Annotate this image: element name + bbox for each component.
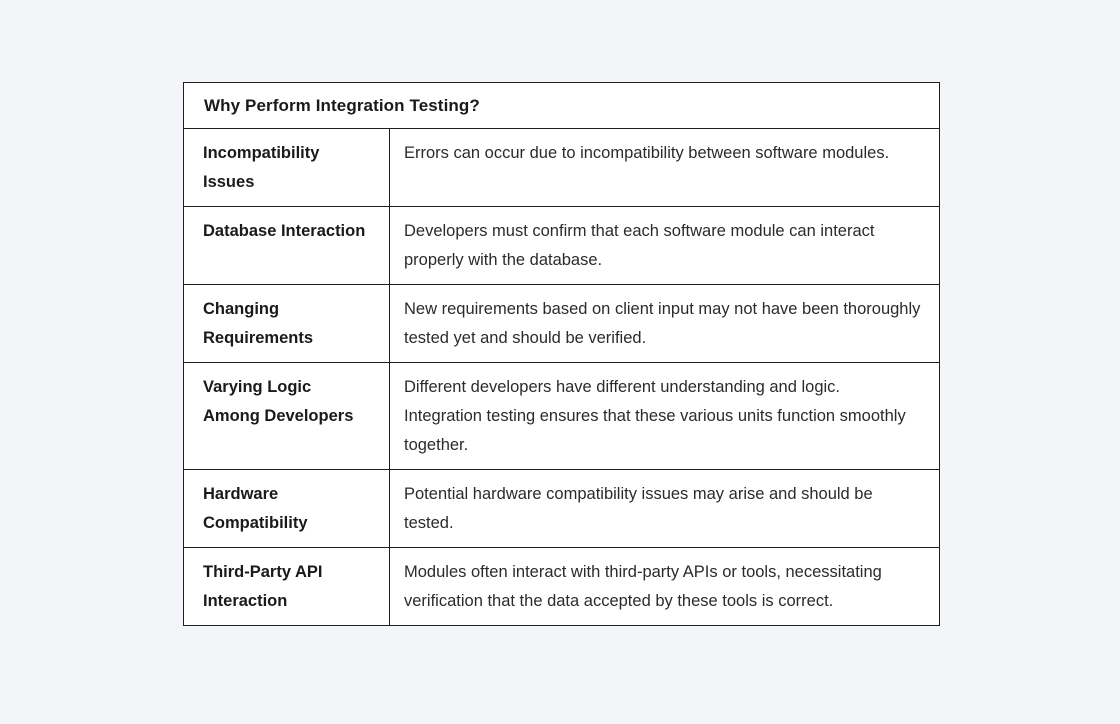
description-cell: Errors can occur due to incompatibility between software modules. [390,129,940,207]
term-cell: Hardware Compatibility [184,470,390,548]
term-cell: Incompatibility Issues [184,129,390,207]
table-title: Why Perform Integration Testing? [184,83,940,129]
term-cell: Varying Logic Among Developers [184,363,390,470]
term-cell: Database Interaction [184,207,390,285]
description-cell: New requirements based on client input may not have been thoroughly tested yet and should be verified. [390,285,940,363]
table-row [184,129,940,207]
term-cell: Third-Party API Interaction [184,548,390,626]
description-cell: Developers must confirm that each software module can interact properly with the database. [390,207,940,285]
description-cell: Different developers have different understanding and logic. Integration testing ensures that these various units function smoothly together. [390,363,940,470]
table-row [184,207,940,285]
table-row [184,470,940,548]
integration-testing-table [183,82,940,626]
table-body [184,129,940,626]
table-row [184,363,940,470]
table-row [184,285,940,363]
term-cell: Changing Requirements [184,285,390,363]
table-row [184,548,940,626]
description-cell: Modules often interact with third-party APIs or tools, necessitating verification that the data accepted by these tools is correct. [390,548,940,626]
table-header-row [184,83,940,129]
description-cell: Potential hardware compatibility issues may arise and should be tested. [390,470,940,548]
